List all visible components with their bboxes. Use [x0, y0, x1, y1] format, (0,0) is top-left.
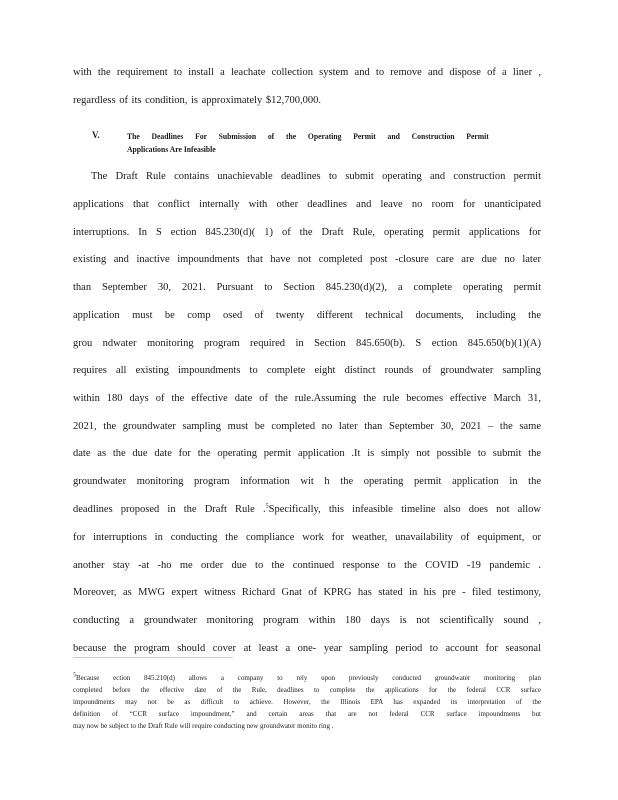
paragraph-line: groundwater monitoring program information wit h the operating permit application in the	[73, 476, 541, 487]
paragraph-line: conducting a groundwater monitoring program within 180 days is not scientifically sound ,	[73, 615, 541, 626]
section-number: V.	[92, 130, 100, 140]
footnote-text: Because ection 845.210(d) allows a company to rely upon previously conducted groundwater monitoring plan	[76, 674, 541, 682]
paragraph-line: than September 30, 2021. Pursuant to Section 845.230(d)(2), a complete operating permit	[73, 282, 541, 293]
section-title-line-2: Applications Are Infeasible	[127, 144, 216, 154]
paragraph-line: grou ndwater monitoring program required in Section 845.650(b). S ection 845.650(b)(1)(A)	[73, 338, 541, 349]
paragraph-line: existing and inactive impoundments that have not completed post -closure care are due no later	[73, 254, 541, 265]
paragraph-line: requires all existing impoundments to complete eight distinct rounds of groundwater sampling	[73, 365, 541, 376]
paragraph-line-suffix: Specifically, this infeasible timeline also does not allow	[268, 504, 541, 515]
paragraph-line-text: deadlines proposed in the Draft Rule .	[73, 504, 266, 515]
footnote-line: may now be subject to the Draft Rule will require conducting new groundwater monito ring .	[73, 722, 334, 730]
paragraph-line: date as the due date for the operating permit application .It is simply not possible to submit the	[73, 448, 541, 459]
carryover-line-1: with the requirement to install a leachate collection system and to remove and dispose of a liner ,	[73, 67, 541, 78]
paragraph-line: for interruptions in conducting the compliance work for weather, unavailability of equipment, or	[73, 532, 541, 543]
paragraph-line: interruptions. In S ection 845.230(d)( 1) of the Draft Rule, operating permit applications for	[73, 227, 541, 238]
footnote-marker: 5	[73, 672, 76, 679]
paragraph-line: another stay -at -ho me order due to the continued response to the COVID -19 pandemic .	[73, 560, 541, 571]
paragraph-line: Moreover, as MWG expert witness Richard Gnat of KPRG has stated in his pre - filed testimony,	[73, 587, 541, 598]
paragraph-line: because the program should cover at least a one- year sampling period to account for seasonal	[73, 643, 541, 654]
footnote-line	[73, 673, 541, 683]
footnote-line: definition of “CCR surface impoundment,” and certain areas that are not federal CCR surface impoundments but	[73, 710, 541, 718]
carryover-line-2: regardless of its condition, is approximately $12,700,000.	[73, 95, 322, 106]
footnote-line: impoundments may not be as difficult to achieve. However, the Illinois EPA has expanded its interpretation of the	[73, 698, 541, 706]
paragraph-line: The Draft Rule contains unachievable deadlines to submit operating and construction permit	[91, 171, 541, 182]
paragraph-line: application must be comp osed of twenty different technical documents, including the	[73, 310, 541, 321]
footnote-reference: 5	[265, 503, 269, 510]
paragraph-line-with-footnote	[73, 503, 541, 517]
paragraph-line: 2021, the groundwater sampling must be completed no later than September 30, 2021 – the same	[73, 421, 541, 432]
footnote-line: completed before the effective date of the Rule, deadlines to complete the applications for the federal CCR surface	[73, 686, 541, 694]
footnote-divider	[73, 657, 233, 658]
paragraph-line: applications that conflict internally with other deadlines and leave no room for unanticipated	[73, 199, 541, 210]
paragraph-line: within 180 days of the effective date of the rule.Assuming the rule becomes effective March 31,	[73, 393, 541, 404]
section-title-line-1: The Deadlines For Submission of the Operating Permit and Construction Permit	[127, 131, 489, 141]
